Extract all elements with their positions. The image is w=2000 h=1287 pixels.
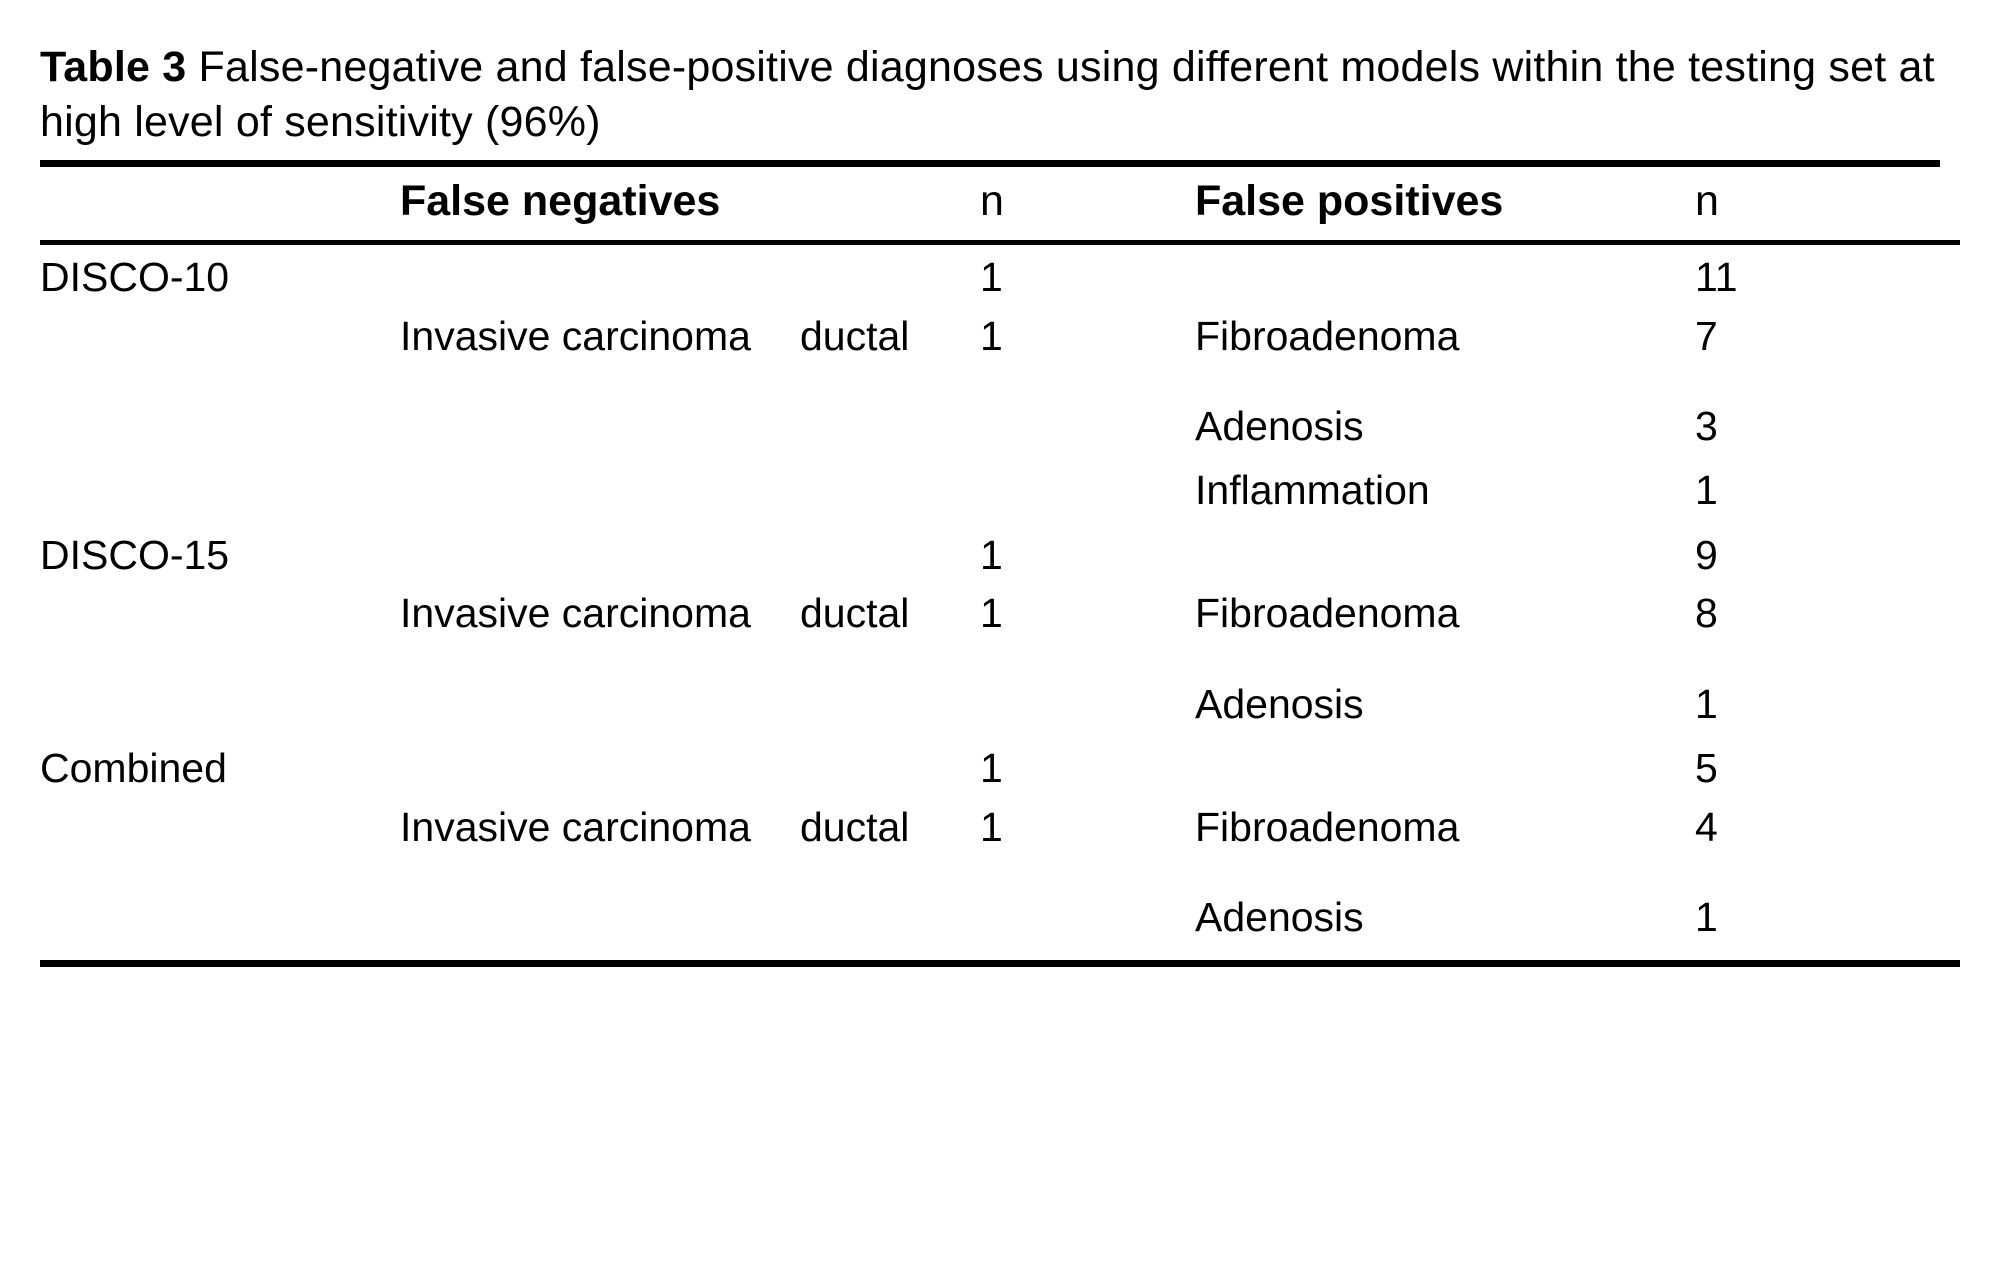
cell-false-positive: Adenosis (1195, 680, 1364, 727)
cell-n-false-positive: 3 (1695, 403, 1718, 449)
cell-n-false-positive: 1 (1695, 680, 1718, 727)
cell-false-positive (1195, 736, 1695, 800)
cell-false-positive: Inflammation (1195, 467, 1430, 514)
table-caption-text: False-negative and false-positive diagnoses using different models within the testing set at high level of sensitivity (96%) (40, 43, 1935, 147)
cell-n-false-negative: 1 (980, 531, 1003, 578)
cell-false-positive: Adenosis (1195, 894, 1364, 941)
table-row (40, 736, 1960, 800)
cell-n-false-negative: 1 (980, 590, 1003, 637)
cell-false-negative-extra (800, 243, 980, 310)
cell-false-negative-extra (800, 394, 980, 458)
cell-false-negative (400, 243, 800, 310)
cell-false-positive: Fibroadenoma (1195, 803, 1460, 850)
cell-model (40, 587, 400, 645)
cell-n-false-negative: 1 (980, 254, 1003, 301)
cell-n-false-positive: 4 (1695, 803, 1718, 850)
cell-n-false-negative: 1 (980, 312, 1003, 359)
table-caption (40, 40, 1940, 150)
header-model (40, 167, 400, 243)
cell-false-negative (400, 736, 800, 800)
cell-n-false-positive: 9 (1695, 531, 1718, 578)
cell-model (40, 394, 400, 458)
cell-n-false-negative (980, 672, 1195, 736)
cell-false-negative-extra: ductal (800, 803, 910, 850)
cell-n-false-positive: 8 (1695, 590, 1718, 637)
cell-false-negative-extra (800, 458, 980, 522)
cell-false-positive: Adenosis (1195, 403, 1364, 449)
table-bottom-rule (40, 960, 1960, 967)
cell-false-negative: Invasive carcinoma (400, 312, 751, 359)
cell-model (40, 672, 400, 736)
cell-model (40, 801, 400, 859)
cell-n-false-positive: 1 (1695, 467, 1718, 514)
cell-false-negative-extra (800, 885, 980, 949)
cell-false-negative-extra (800, 523, 980, 587)
cell-false-negative (400, 672, 800, 736)
cell-false-negative (400, 394, 800, 458)
cell-false-positive (1195, 243, 1695, 310)
cell-false-negative (400, 458, 800, 522)
cell-false-negative (400, 523, 800, 587)
cell-n-false-positive: 1 (1695, 894, 1718, 941)
header-false-negatives: False negatives (400, 177, 721, 226)
cell-false-negative (400, 885, 800, 949)
table-spacer-row (40, 368, 1960, 394)
table-spacer-row (40, 859, 1960, 885)
cell-false-negative-extra (800, 672, 980, 736)
table-caption-label: Table 3 (40, 43, 187, 91)
cell-false-negative-extra (800, 736, 980, 800)
cell-false-positive (1195, 523, 1695, 587)
cell-false-negative-extra: ductal (800, 590, 910, 637)
table-row (40, 394, 1960, 458)
cell-model: DISCO-15 (40, 531, 230, 578)
false-diagnoses-table (40, 167, 1960, 950)
header-false-positives: False positives (1195, 177, 1504, 226)
table-top-rule (40, 160, 1940, 167)
cell-n-false-negative (980, 458, 1195, 522)
table-body (40, 243, 1960, 950)
cell-n-false-negative: 1 (980, 803, 1003, 850)
table-header-row (40, 167, 1960, 243)
cell-model: DISCO-10 (40, 254, 230, 301)
table-row (40, 310, 1960, 368)
cell-n-false-positive: 11 (1695, 254, 1738, 301)
cell-false-positive: Fibroadenoma (1195, 312, 1460, 359)
table-row (40, 587, 1960, 645)
table-row (40, 885, 1960, 949)
table-header (40, 167, 1960, 243)
cell-n-false-negative (980, 885, 1195, 949)
cell-false-positive: Fibroadenoma (1195, 590, 1460, 637)
table-row (40, 243, 1960, 310)
header-n-false-positives: n (1695, 177, 1719, 226)
cell-false-negative: Invasive carcinoma (400, 803, 751, 850)
cell-false-negative-extra: ductal (800, 312, 910, 359)
table-row (40, 523, 1960, 587)
cell-model (40, 885, 400, 949)
cell-n-false-negative: 1 (980, 745, 1003, 792)
table-row (40, 801, 1960, 859)
cell-n-false-negative (980, 394, 1195, 458)
table-spacer-row (40, 646, 1960, 672)
cell-model: Combined (40, 745, 227, 792)
cell-n-false-positive: 5 (1695, 745, 1718, 792)
cell-model (40, 310, 400, 368)
cell-n-false-positive: 7 (1695, 312, 1718, 359)
header-n-false-negatives: n (980, 177, 1004, 226)
table-row (40, 458, 1960, 522)
cell-model (40, 458, 400, 522)
table-row (40, 672, 1960, 736)
cell-false-negative: Invasive carcinoma (400, 590, 751, 637)
